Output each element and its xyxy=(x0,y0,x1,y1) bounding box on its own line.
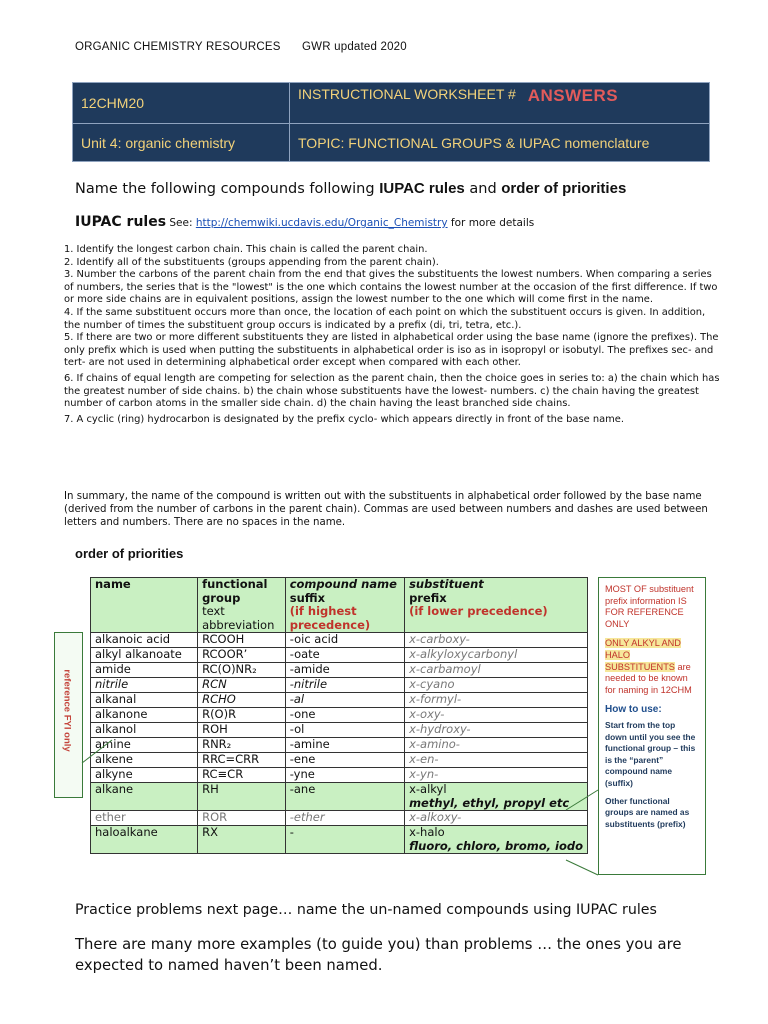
row-prefix: x-amino- xyxy=(405,738,588,753)
row-name: alkanone xyxy=(91,708,198,723)
row-suffix: - xyxy=(285,826,404,854)
col-pfx-1: substituent xyxy=(409,577,484,591)
col-fg-1: functional xyxy=(202,577,268,591)
unit-label: Unit 4: organic chemistry xyxy=(73,124,290,162)
row-name: haloalkane xyxy=(91,826,198,854)
row-prefix: x-alkoxy- xyxy=(405,811,588,826)
col-pfx-2: prefix xyxy=(409,590,447,605)
row-fg: R(O)R xyxy=(198,708,286,723)
row-suffix: -one xyxy=(285,708,404,723)
rule-7: 7. A cyclic (ring) hydrocarbon is designated by the prefix cyclo- which appears directly in front of the base name. xyxy=(64,413,624,425)
rule-5: 5. If there are two or more different substituents they are listed in alphabetical order using the base name (ignore the prefixes). The only prefix which is used when putting the substituents in alphabetical order is iso as in isopropyl or isobutyl. The prefixes sec- and tert- are not used in determining alphabetical order except when compared with each other. xyxy=(64,332,719,369)
col-pfx-3: (if lower precedence) xyxy=(409,604,548,618)
summary-text: In summary, the name of the compound is written out with the substituents in alphabetical order followed by the base name (derived from the number of carbons in the parent chain). Commas are used between numbers and dashes are used between letters and numbers. There are no spaces in the name. xyxy=(64,491,708,528)
row-name: amide xyxy=(91,663,198,678)
connector-line-right-b xyxy=(566,860,598,875)
row-prefix: x-hydroxy- xyxy=(405,723,588,738)
topic-label: TOPIC: FUNCTIONAL GROUPS & IUPAC nomenclature xyxy=(290,124,710,162)
note-p1: MOST OF substituent prefix information IS FOR REFERENCE ONLY xyxy=(605,584,694,629)
rule-4: 4. If the same substituent occurs more than once, the location of each point on which the substituent occurs is given. In addition, the number of times the substituent group occurs is indicated by a prefix (di, tri, tetra, etc.). xyxy=(64,306,706,331)
row-prefix: x-formyl- xyxy=(405,693,588,708)
row-suffix: -oate xyxy=(285,648,404,663)
chemwiki-link[interactable]: http://chemwiki.ucdavis.edu/Organic_Chemistry xyxy=(195,217,448,229)
intro-mid: and xyxy=(464,181,502,197)
row-prefix: x-yn- xyxy=(405,768,588,783)
row-name: alkyne xyxy=(91,768,198,783)
row-prefix: x-oxy- xyxy=(405,708,588,723)
row-suffix: -oic acid xyxy=(285,633,404,648)
row-prefix: x-carboxy- xyxy=(405,633,588,648)
intro-pre: Name the following compounds following xyxy=(75,181,380,197)
course-code: 12CHM20 xyxy=(73,83,290,124)
prefix-examples: methyl, ethyl, propyl etc xyxy=(409,795,570,810)
examples-text: There are many more examples (to guide you) than problems … the ones you are expected to named haven’t been named. xyxy=(75,936,682,974)
col-sfx-2: suffix xyxy=(289,590,325,605)
practice-text: Practice problems next page… name the un-named compounds using IUPAC rules xyxy=(75,902,657,918)
col-fg-4: abbreviation xyxy=(202,617,275,632)
row-suffix: -al xyxy=(285,693,404,708)
intro-iupac: IUPAC rules xyxy=(379,180,465,197)
rule-3: 3. Number the carbons of the parent chain from the end that gives the substituents the lowest numbers. When comparing a series of numbers, the series that is the "lowest" is the one which contains the lowest number at the occasion of the first difference. If two or more side chains are in equivalent positions, assign the lowest number to the one which will come first in the name. xyxy=(64,269,718,306)
prefix-main: x-halo xyxy=(409,825,445,839)
connector-line-right-a xyxy=(566,790,598,810)
answers-label: ANSWERS xyxy=(527,86,619,105)
note-p2 xyxy=(605,638,699,696)
header-left: ORGANIC CHEMISTRY RESOURCES xyxy=(75,41,281,53)
note-p3: Start from the top down until you see the functional group – this is the “parent” compound name (suffix) xyxy=(605,719,696,788)
row-fg: RNR₂ xyxy=(198,738,286,753)
row-fg: RCHO xyxy=(198,693,286,708)
row-prefix: x-alkyloxycarbonyl xyxy=(405,648,588,663)
note-p2-text: are needed to be known for naming in 12CHM xyxy=(605,661,692,695)
note-p4: Other functional groups are named as substituents (prefix) xyxy=(605,795,690,829)
row-suffix: -nitrile xyxy=(285,678,404,693)
row-name: alkene xyxy=(91,753,198,768)
prefix-main: x-alkyl xyxy=(409,782,447,796)
col-sfx-4: precedence) xyxy=(289,617,371,632)
row-name: ether xyxy=(91,811,198,826)
row-fg: RH xyxy=(198,783,286,811)
row-suffix: -amide xyxy=(285,663,404,678)
row-fg: RCOOH xyxy=(198,633,286,648)
header-right: GWR updated 2020 xyxy=(302,41,407,53)
row-suffix: -ene xyxy=(285,753,404,768)
reference-note-box xyxy=(598,577,706,875)
col-fg-3: text xyxy=(202,604,225,618)
row-name: alkane xyxy=(91,783,198,811)
note-highlight: ONLY ALKYL AND HALO SUBSTITUENTS xyxy=(605,638,681,672)
rule-2: 2. Identify all of the substituents (groups appending from the parent chain). xyxy=(64,256,439,268)
row-fg: RC(O)NR₂ xyxy=(198,663,286,678)
row-fg: ROR xyxy=(198,811,286,826)
col-name: name xyxy=(91,578,198,633)
rules-title: IUPAC rules xyxy=(75,214,167,230)
reference-side-label: reference FYI only xyxy=(61,669,73,752)
row-name: alkanol xyxy=(91,723,198,738)
row-fg: RC≡CR xyxy=(198,768,286,783)
rule-1: 1. Identify the longest carbon chain. This chain is called the parent chain. xyxy=(64,244,428,255)
rules-see: See: xyxy=(166,217,196,229)
row-fg: RX xyxy=(198,826,286,854)
col-sfx-1: compound name xyxy=(289,577,397,591)
connector-line-left xyxy=(82,740,112,763)
row-suffix: -amine xyxy=(285,738,404,753)
col-sfx-3: (if highest xyxy=(289,604,357,618)
row-name: nitrile xyxy=(91,678,198,693)
order-title: order of priorities xyxy=(75,546,184,561)
row-suffix: -ane xyxy=(285,783,404,811)
worksheet-label: INSTRUCTIONAL WORKSHEET # xyxy=(298,86,516,102)
row-name: alkanoic acid xyxy=(91,633,198,648)
note-howto: How to use: xyxy=(605,704,662,716)
row-fg: RCOOR’ xyxy=(198,648,286,663)
rule-6: 6. If chains of equal length are competing for selection as the parent chain, then the choice goes in series to: a) the chain which has the greatest number of side chains. b) the chain whose substituents have the lowest- numbers. c) the chain having the greatest number of carbon atoms in the smaller side chain. d) the chain having the least branched side chains. xyxy=(64,372,720,410)
row-suffix: -ol xyxy=(285,723,404,738)
row-name: alkyl alkanoate xyxy=(91,648,198,663)
rules-after: for more details xyxy=(447,217,535,229)
row-fg: ROH xyxy=(198,723,286,738)
row-prefix: x-carbamoyl xyxy=(405,663,588,678)
row-fg: RCN xyxy=(198,678,286,693)
row-name: alkanal xyxy=(91,693,198,708)
row-suffix: -ether xyxy=(285,811,404,826)
prefix-examples: fluoro, chloro, bromo, iodo xyxy=(409,838,583,853)
intro-priorities: order of priorities xyxy=(501,180,627,197)
row-suffix: -yne xyxy=(285,768,404,783)
row-prefix: x-cyano xyxy=(405,678,588,693)
col-fg-2: group xyxy=(202,590,241,605)
row-fg: RRC=CRR xyxy=(198,753,286,768)
row-prefix: x-en- xyxy=(405,753,588,768)
row-name: amine xyxy=(91,738,198,753)
